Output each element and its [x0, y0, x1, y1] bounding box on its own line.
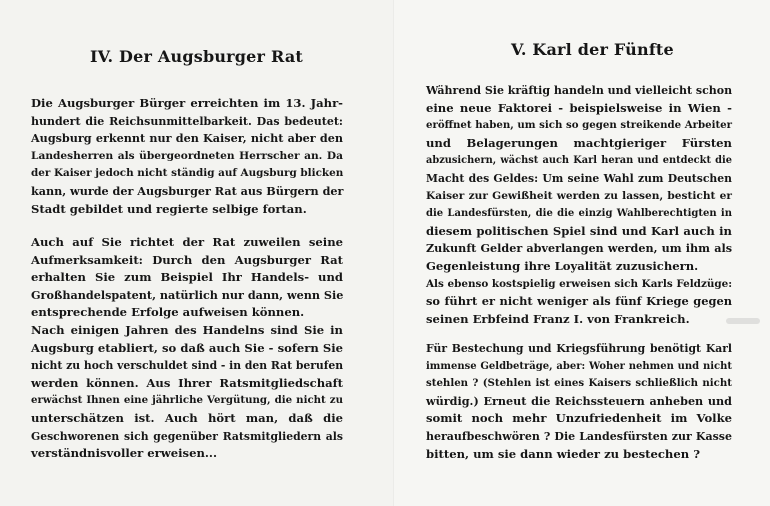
text-line: Für Bestechung und Kriegsführung benötigt Karl: [426, 342, 732, 355]
text-line: Die Augsburger Bürger erreichten im 13. Jahr-: [31, 96, 343, 110]
right-paragraph-1: [426, 82, 732, 328]
text-line: unterschätzen ist. Auch hört man, daß die: [31, 410, 343, 425]
text-line: werden können. Aus Ihrer Ratsmitgliedschaft: [31, 375, 343, 390]
text-line: würdig.) Erneut die Reichssteuern anheben und: [426, 393, 732, 408]
print-smudge: [726, 318, 760, 324]
text-line: immense Geldbeträge, aber: Woher nehmen und nicht: [426, 360, 732, 372]
text-line: Stadt gebildet und regierte selbige fortan.: [31, 201, 307, 216]
text-line: Kaiser zur Gewißheit werden zu lassen, besticht er: [426, 189, 732, 202]
text-line: die Landesfürsten, die die einzig Wahlberechtigten in: [426, 208, 732, 220]
text-line: Großhandelspatent, natürlich nur dann, wenn Sie: [31, 287, 344, 302]
text-line: diesem politischen Spiel sind und Karl auch in: [426, 223, 732, 238]
text-line: heraufbeschwören ? Die Landesfürsten zur Kasse: [426, 429, 732, 443]
text-line: bitten, um sie dann wieder zu bestechen ?: [426, 446, 700, 461]
text-line: stehlen ? (Stehlen ist eines Kaisers schließlich nicht: [426, 377, 732, 390]
text-line: seinen Erbfeind Franz I. von Frankreich.: [426, 311, 690, 326]
text-line: entsprechende Erfolge aufweisen können.: [31, 305, 305, 320]
text-line: Landesherren als übergeordneten Herrscher an. Da: [31, 149, 343, 162]
right-page-title: V. Karl der Fünfte: [511, 40, 674, 59]
left-paragraph-2: [31, 234, 343, 463]
text-line: Als ebenso kostspielig erweisen sich Karls Feldzüge:: [426, 277, 733, 290]
text-line: Geschworenen sich gegenüber Ratsmitgliedern als: [31, 429, 343, 443]
text-line: erwächst Ihnen eine jährliche Vergütung, die nicht zu: [31, 394, 343, 407]
text-line: Macht des Geldes: Um seine Wahl zum Deutschen: [426, 171, 732, 185]
text-line: somit noch mehr Unzufriedenheit im Volke: [426, 411, 732, 426]
left-page-title: IV. Der Augsburger Rat: [90, 47, 303, 66]
text-line: und Belagerungen machtgieriger Fürsten: [426, 135, 732, 150]
text-line: eröffnet haben, um sich so gegen streikende Arbeiter: [426, 119, 732, 132]
text-line: Augsburg etabliert, so daß auch Sie - sofern Sie: [31, 340, 343, 355]
text-line: hundert die Reichsunmittelbarkeit. Das bedeutet:: [31, 114, 343, 128]
text-line: der Kaiser jedoch nicht ständig auf Augsburg blicken: [31, 167, 344, 180]
text-line: nicht zu hoch verschuldet sind - in den Rat berufen: [31, 359, 344, 373]
text-line: erhalten Sie zum Beispiel Ihr Handels- und: [31, 270, 343, 285]
text-line: Zukunft Gelder abverlangen werden, um ihm als: [426, 241, 732, 256]
text-line: kann, wurde der Augsburger Rat aus Bürgern der: [31, 183, 344, 198]
left-paragraph-1: [31, 95, 343, 218]
text-line: Während Sie kräftig handeln und vielleicht schon: [426, 84, 733, 97]
right-paragraph-2: [426, 340, 732, 463]
text-line: Nach einigen Jahren des Handelns sind Sie in: [31, 322, 343, 337]
text-line: so führt er nicht weniger als fünf Kriege gegen: [426, 294, 732, 309]
text-line: Gegenleistung ihre Loyalität zuzusichern.: [426, 258, 699, 273]
text-line: verständnisvoller erweisen...: [31, 446, 217, 461]
text-line: abzusichern, wächst auch Karl heran und entdeckt die: [426, 155, 732, 167]
right-page: [395, 0, 770, 506]
text-line: eine neue Faktorei - beispielsweise in Wien -: [426, 100, 732, 115]
text-line: Auch auf Sie richtet der Rat zuweilen seine: [31, 235, 343, 249]
text-line: Augsburg erkennt nur den Kaiser, nicht aber den: [31, 131, 343, 146]
text-line: Aufmerksamkeit: Durch den Augsburger Rat: [31, 252, 343, 267]
